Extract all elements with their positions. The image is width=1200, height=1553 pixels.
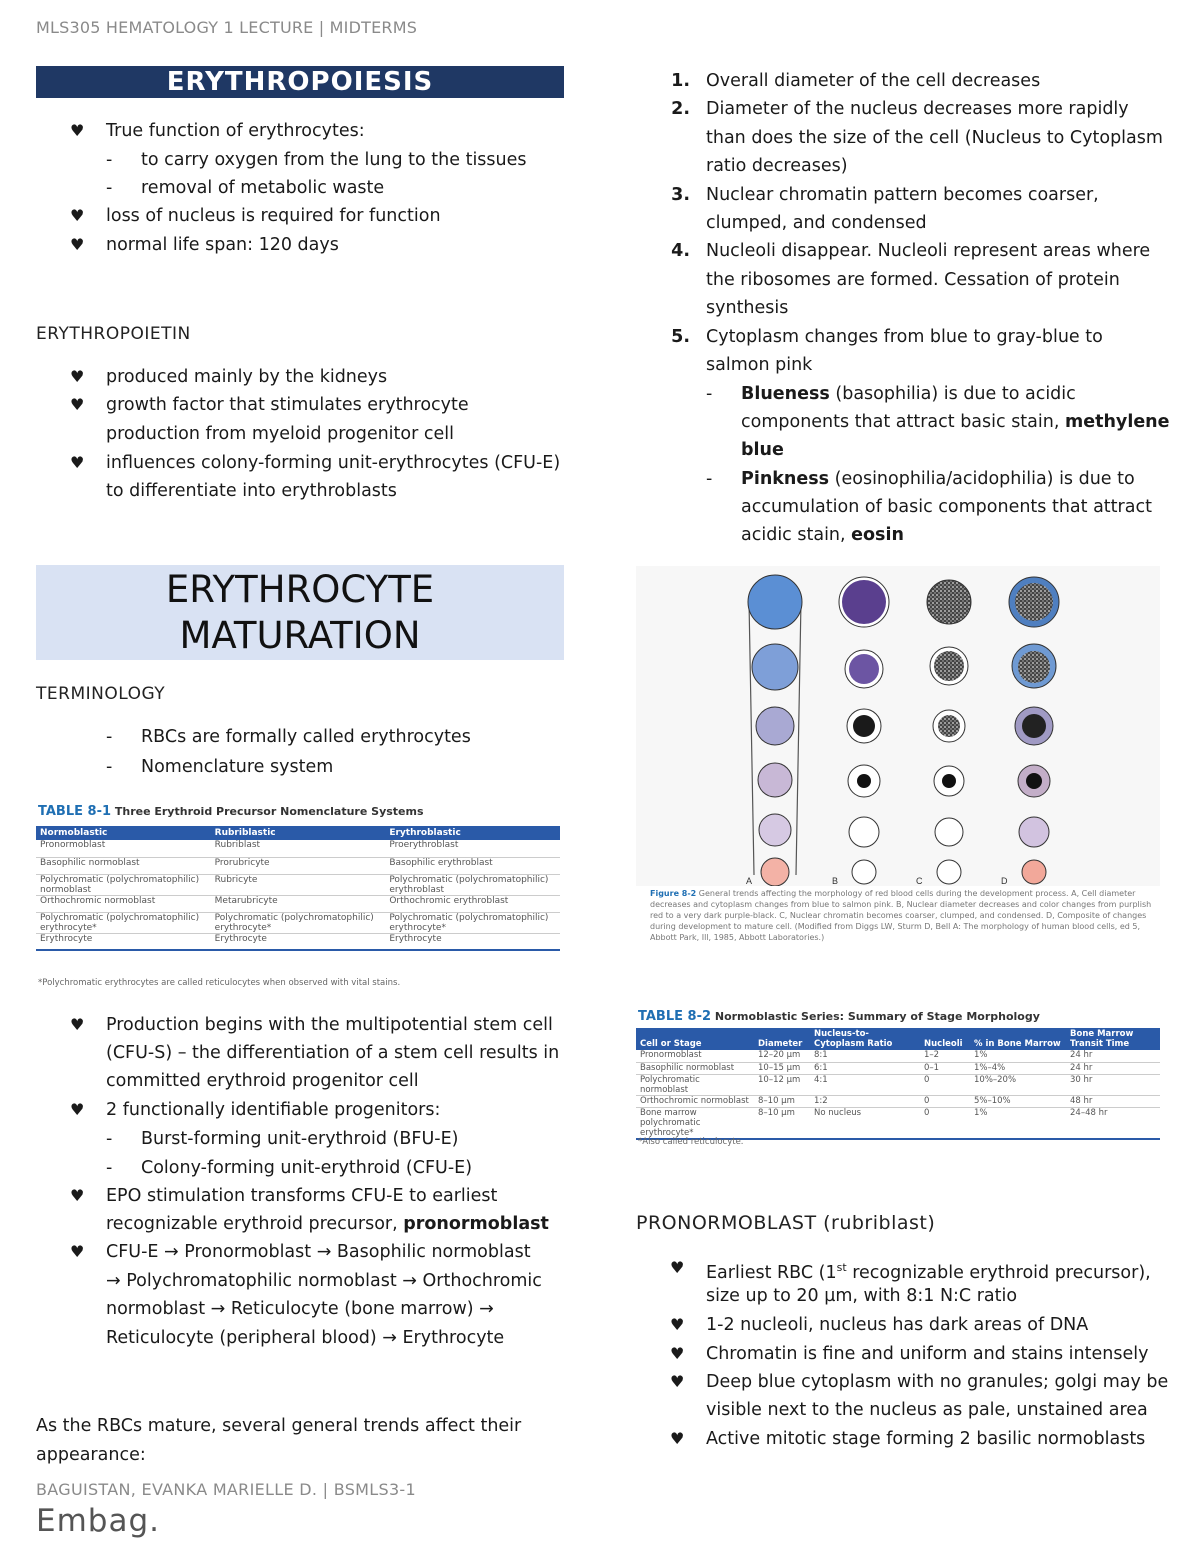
bullet-text: 2 functionally identifiable progenitors: [106,1100,441,1120]
table-cell: 12–20 µm [754,1050,810,1062]
table-cell: Polychromatic (polychromatophilic) erythrocyte* [385,912,560,933]
table-cell: Orthochromic normoblast [36,895,211,912]
nucleus-d2 [1018,651,1050,683]
cell-b5 [849,817,879,847]
table1-header: Rubriblastic [211,826,386,840]
list-item: salmon pink [706,355,813,375]
table2-id: TABLE 8-2 [638,1009,712,1024]
text-part: (basophilia) is due to acidic [829,384,1076,404]
bullet-text: size up to 20 µm, with 8:1 N:C ratio [706,1286,1018,1306]
table2-footnote: *Also called reticulocyte. [638,1137,744,1147]
bullet-text: produced mainly by the kidneys [106,367,388,387]
bullet-text: (CFU-S) – the differentiation of a stem cell results in [106,1043,560,1063]
table-cell: 6:1 [810,1062,920,1074]
text-part: Earliest RBC (1 [706,1262,837,1283]
table-cell: 30 hr [1066,1074,1160,1095]
heart-icon: ♥ [70,1015,85,1034]
text-bold: Pinkness [741,469,830,489]
list-item: Overall diameter of the cell decreases [706,71,1041,91]
list-item: Cytoplasm changes from blue to gray-blue to [706,327,1103,347]
list-item: Nuclear chromatin pattern becomes coarser, [706,185,1099,205]
heart-icon: ♥ [70,395,85,414]
table-cell: 1:2 [810,1095,920,1107]
table-cell: 24–48 hr [1066,1107,1160,1139]
bullet-text: Chromatin is fine and uniform and stains intensely [706,1344,1149,1364]
dash-icon: - [706,384,713,404]
heart-icon: ♥ [70,121,85,140]
bullet-text: Production begins with the multipotential stem cell [106,1015,553,1035]
list-item: ratio decreases) [706,156,848,176]
table-row [636,1107,1160,1139]
cell-c6 [937,860,961,884]
superscript: st [836,1261,847,1274]
table2-header: Diameter [754,1028,810,1050]
text-part: (eosinophilia/acidophilia) is due to [829,469,1135,489]
table-cell: Polychromatic (polychromatophilic) erythrocyte* [211,912,386,933]
title-line-2: MATURATION [179,614,421,657]
table-cell: Erythrocyte [385,933,560,950]
nomenclature-table [36,826,560,951]
list-number: 4. [671,241,690,261]
table1-title [38,804,424,819]
col-label-a: A [746,876,753,886]
page-header: MLS305 HEMATOLOGY 1 LECTURE | MIDTERMS [36,18,418,37]
list-item: Diameter of the nucleus decreases more rapidly [706,99,1129,119]
table-cell: 24 hr [1066,1062,1160,1074]
table-cell: 0 [920,1095,970,1107]
nucleus-c2 [934,651,964,681]
table-cell: Proerythroblast [385,840,560,857]
cell-d6 [1022,860,1046,884]
dash-icon: - [106,1129,113,1149]
table-cell: Polychromatic normoblast [636,1074,754,1095]
table-cell: Basophilic erythroblast [385,857,560,874]
label-erythropoietin: ERYTHROPOIETIN [36,324,191,344]
cell-a1 [748,575,802,629]
bullet-text: committed erythroid progenitor cell [106,1071,419,1091]
col-label-d: D [1001,876,1008,886]
text-bold: pronormoblast [403,1214,549,1234]
stage-morphology-table [636,1028,1160,1140]
table-cell: Basophilic normoblast [36,857,211,874]
table-cell: 8–10 µm [754,1095,810,1107]
table-cell: 10–15 µm [754,1062,810,1074]
figure-caption-text: General trends affecting the morphology of red blood cells during the development process. A, Cell diameter decreases and cytoplasm changes from blue to salmon pink. B, Nuclear diameter decreases and color changes from purplish red to a very dark purple-black. C, Nuclear chromatin becomes coarser, clumped, and condensed. D, Composite of changes during development to mature cell. (Modified from Diggs LW, Sturm D, Bell A: The morphology of human blood cells, ed 5, Abbott Park, Ill, 1985, Abbott Laboratories.) [650,889,1152,942]
maturation-figure [636,566,1160,886]
dash-text: removal of metabolic waste [141,178,385,198]
sub-item [741,436,784,465]
heart-icon: ♥ [70,367,85,386]
sub-item [741,408,1170,437]
trends-intro: appearance: [36,1445,146,1465]
heart-icon: ♥ [70,1100,85,1119]
text-part: recognizable erythroid precursor), [846,1262,1151,1283]
table-cell: 8:1 [810,1050,920,1062]
text-part: components that attract basic stain, [741,412,1065,432]
table-cell: Orthochromic erythroblast [385,895,560,912]
list-number: 1. [671,71,690,91]
label-terminology: TERMINOLOGY [36,684,166,704]
sub-item [741,521,904,550]
heart-icon: ♥ [70,453,85,472]
bullet-text: influences colony-forming unit-erythrocytes (CFU-E) [106,453,561,473]
table2-caption: Normoblastic Series: Summary of Stage Morphology [714,1010,1040,1023]
figure-id: Figure 8-2 [650,889,697,898]
section-title-maturation [36,565,564,660]
table1-id: TABLE 8-1 [38,804,112,819]
cell-a3 [756,707,794,745]
table-cell: Basophilic normoblast [636,1062,754,1074]
bullet-text: Deep blue cytoplasm with no granules; golgi may be [706,1372,1169,1392]
bullet-text: EPO stimulation transforms CFU-E to earliest [106,1186,498,1206]
dash-icon: - [106,757,113,777]
dash-text: Nomenclature system [141,757,334,777]
section-title-erythropoiesis: ERYTHROPOIESIS [36,66,564,98]
table-cell: 4:1 [810,1074,920,1095]
table-cell: Pronormoblast [36,840,211,857]
table-row [36,933,560,950]
trends-intro: As the RBCs mature, several general trends affect their [36,1416,522,1436]
dash-icon: - [106,150,113,170]
dash-icon: - [106,727,113,747]
nucleus-d4 [1026,773,1042,789]
table2-header: % in Bone Marrow [970,1028,1066,1050]
heart-icon: ♥ [670,1372,685,1391]
col-label-c: C [916,876,923,886]
nucleus-c1 [927,580,971,624]
table-cell: Polychromatic (polychromatophilic) normoblast [36,874,211,895]
text-bold: Blueness [741,384,830,404]
list-item: clumped, and condensed [706,213,927,233]
nucleus-b2 [849,654,879,684]
table-row [36,857,560,874]
table2-title [638,1009,1040,1024]
bullet-text: normoblast → Reticulocyte (bone marrow) → [106,1299,494,1319]
table-row [636,1062,1160,1074]
table-cell: Prorubricyte [211,857,386,874]
nucleus-d1 [1015,583,1053,621]
list-item: than does the size of the cell (Nucleus to Cytoplasm [706,128,1163,148]
table2-header: Bone Marrow Transit Time [1066,1028,1160,1050]
nucleus-c4 [942,774,956,788]
col-label-b: B [832,876,839,886]
cell-a2 [752,644,798,690]
title-line-1: ERYTHROCYTE [165,568,435,611]
heart-icon: ♥ [70,1186,85,1205]
list-item: the ribosomes are formed. Cessation of protein [706,270,1120,290]
table-cell: 1–2 [920,1050,970,1062]
cell-b6 [852,860,876,884]
table-cell: Polychromatic (polychromatophilic) erythroblast [385,874,560,895]
table-row [36,840,560,857]
nucleus-d3 [1022,714,1046,738]
list-number: 2. [671,99,690,119]
label-pronormoblast: PRONORMOBLAST (rubriblast) [636,1212,936,1234]
bullet-text: Active mitotic stage forming 2 basilic normoblasts [706,1429,1146,1449]
figure-caption [650,888,1160,943]
heart-icon: ♥ [670,1315,685,1334]
dash-icon: - [106,1158,113,1178]
nucleus-b4 [857,774,871,788]
table-cell: Rubriblast [211,840,386,857]
bullet-text: True function of erythrocytes: [106,121,365,141]
table-cell: 5%–10% [970,1095,1066,1107]
table-cell: 10–12 µm [754,1074,810,1095]
table-cell: Erythrocyte [211,933,386,950]
table-row [36,874,560,895]
brand-logo: Embag. [36,1503,160,1539]
dash-icon: - [106,178,113,198]
list-number: 3. [671,185,690,205]
table-cell: 24 hr [1066,1050,1160,1062]
sub-item: accumulation of basic components that attract [741,497,1152,517]
nucleus-b1 [842,580,886,624]
table-cell: 0 [920,1107,970,1139]
bullet-text: CFU-E → Pronormoblast → Basophilic normoblast [106,1242,531,1262]
table1-caption: Three Erythroid Precursor Nomenclature Systems [114,805,424,818]
bullet-text: production from myeloid progenitor cell [106,424,454,444]
bullet-text [106,1210,549,1239]
cell-a6 [761,858,789,886]
heart-icon: ♥ [70,206,85,225]
table-cell: 48 hr [1066,1095,1160,1107]
table-cell: 0 [920,1074,970,1095]
bullet-text: loss of nucleus is required for function [106,206,441,226]
heart-icon: ♥ [670,1344,685,1363]
bullet-text: growth factor that stimulates erythrocyte [106,395,469,415]
dash-icon: - [706,469,713,489]
text-bold: methylene [1064,412,1170,432]
cell-a4 [758,763,792,797]
nucleus-c3 [938,715,960,737]
sub-item [741,380,1076,409]
table1-header: Erythroblastic [385,826,560,840]
table1-footnote: *Polychromatic erythrocytes are called reticulocytes when observed with vital stains. [38,978,401,988]
table-cell: 1% [970,1107,1066,1139]
table2-header: Nucleoli [920,1028,970,1050]
table-cell: Orthochromic normoblast [636,1095,754,1107]
table-row [36,912,560,933]
table-cell: No nucleus [810,1107,920,1139]
table-cell: Rubricyte [211,874,386,895]
dash-text: Burst-forming unit-erythroid (BFU-E) [141,1129,459,1149]
table-row [636,1050,1160,1062]
table-cell: 1%–4% [970,1062,1066,1074]
heart-icon: ♥ [70,1242,85,1261]
figure-background [636,566,1160,886]
heart-icon: ♥ [670,1258,685,1277]
table-row [636,1095,1160,1107]
text-bold: blue [741,440,784,460]
bullet-text: to differentiate into erythroblasts [106,481,397,501]
table1-header: Normoblastic [36,826,211,840]
dash-text: Colony-forming unit-erythroid (CFU-E) [141,1158,473,1178]
table-row [36,895,560,912]
page-footer: BAGUISTAN, EVANKA MARIELLE D. | BSMLS3-1 [36,1480,416,1499]
text-part: recognizable erythroid precursor, [106,1214,404,1234]
heart-icon: ♥ [70,235,85,254]
bullet-text: normal life span: 120 days [106,235,339,255]
bullet-text: Reticulocyte (peripheral blood) → Erythrocyte [106,1328,505,1348]
heart-icon: ♥ [670,1429,685,1448]
table-cell: Bone marrow polychromatic erythrocyte* [636,1107,754,1139]
cell-a5 [759,814,791,846]
bullet-text: → Polychromatophilic normoblast → Orthochromic [106,1271,542,1291]
table-row [636,1074,1160,1095]
dash-text: RBCs are formally called erythrocytes [141,727,471,747]
cell-d5 [1019,817,1049,847]
table-cell: 10%–20% [970,1074,1066,1095]
table-cell: 1% [970,1050,1066,1062]
table-cell: 8–10 µm [754,1107,810,1139]
table-cell: Polychromatic (polychromatophilic) erythrocyte* [36,912,211,933]
table-cell: 0–1 [920,1062,970,1074]
cell-c5 [935,818,963,846]
nucleus-b3 [853,715,875,737]
table-cell: Pronormoblast [636,1050,754,1062]
dash-text: to carry oxygen from the lung to the tissues [141,150,527,170]
table-cell: Metarubricyte [211,895,386,912]
table2-header: Cell or Stage [636,1028,754,1050]
text-bold: eosin [851,525,904,545]
text-part: acidic stain, [741,525,852,545]
list-item: Nucleoli disappear. Nucleoli represent areas where [706,241,1151,261]
table-cell: Erythrocyte [36,933,211,950]
sub-item [741,465,1135,494]
bullet-text: 1-2 nucleoli, nucleus has dark areas of DNA [706,1315,1089,1335]
table2-header: Nucleus-to-Cytoplasm Ratio [810,1028,920,1050]
list-number: 5. [671,327,690,347]
bullet-text: visible next to the nucleus as pale, unstained area [706,1400,1148,1420]
list-item: synthesis [706,298,789,318]
